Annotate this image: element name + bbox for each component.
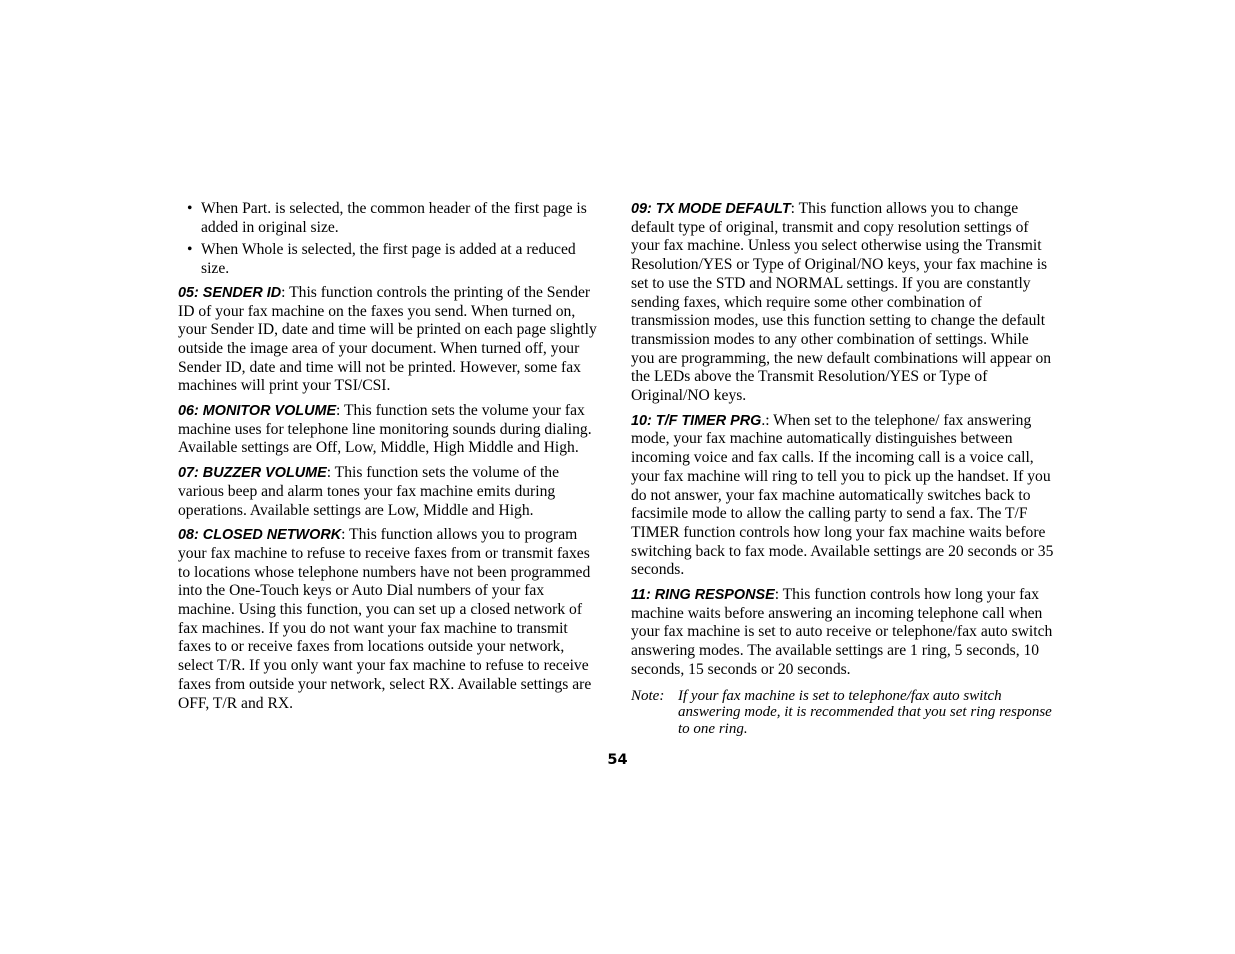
entry-sender-id	[178, 284, 602, 396]
note-label: Note:	[631, 687, 665, 704]
bullet-text: When Part. is selected, the common header of the first page is added in original size.	[201, 200, 587, 236]
bullet-icon: •	[187, 200, 193, 217]
entry-heading: 05: SENDER ID	[178, 284, 282, 301]
bullet-list	[178, 200, 602, 279]
entry-buzzer-volume	[178, 464, 602, 520]
entry-text: : This function controls how long your fax machine waits before answering an incoming telephone call when your fax machine is set to auto receive or telephone/fax auto switch answering modes. The available settings are 1 ring, 5 seconds, 10 seconds, 15 seconds or 20 seconds.	[631, 586, 1053, 678]
list-item	[178, 200, 602, 237]
entry-heading: 08: CLOSED NETWORK	[178, 527, 342, 544]
entry-text: : This function allows you to change default type of original, transmit and copy resolution settings of your fax machine. Unless you select otherwise using the Transmit Resolution/YES or Type of Original/NO keys, your fax machine is set to use the STD and NORMAL settings. If you are constantly sending faxes, which require some other combination of transmission modes, use this function setting to change the default transmission modes to any other combination of settings. While you are programming, the new default combinations will appear on the LEDs above the Transmit Resolution/YES or Type of Original/NO keys.	[631, 200, 1052, 405]
entry-tf-timer-prg	[631, 412, 1055, 580]
entry-heading: 06: MONITOR VOLUME	[178, 403, 337, 420]
list-item	[178, 241, 602, 278]
entry-heading: 10: T/F TIMER PRG	[631, 412, 762, 429]
entry-monitor-volume	[178, 402, 602, 458]
left-column	[178, 200, 602, 719]
note-text: If your fax machine is set to telephone/fax auto switch answering mode, it is recommended that you set ring response to one ring.	[678, 687, 1052, 737]
bullet-icon: •	[187, 241, 193, 259]
entry-closed-network	[178, 526, 602, 713]
note	[631, 688, 1055, 738]
entry-heading: 09: TX MODE DEFAULT	[631, 201, 791, 217]
entry-heading: 11: RING RESPONSE	[631, 587, 775, 604]
entry-text: : This function allows you to program your fax machine to refuse to receive faxes from or transmit faxes to locations whose telephone numbers have not been programmed into the One-Touch keys or Auto Dial numbers of your fax machine. Using this function, you can set up a closed network of fax machines. If you do not want your fax machine to transmit faxes to or receive faxes from locations outside your network, select T/R. If you only want your fax machine to refuse to receive faxes from outside your network, select RX. Available settings are OFF, T/R and RX.	[178, 526, 592, 712]
entry-text: : This function sets the volume your fax machine uses for telephone line monitoring sounds during dialing. Available settings are Off, Low, Middle, High Middle and High.	[178, 402, 592, 457]
right-column	[631, 200, 1055, 737]
entry-ring-response	[631, 586, 1055, 680]
entry-text: : This function sets the volume of the various beep and alarm tones your fax machine emits during operations. Available settings are Low, Middle and High.	[178, 464, 560, 519]
entry-text: .: When set to the telephone/ fax answering mode, your fax machine automatically distinguishes between incoming voice and fax calls. If the incoming call is a voice call, your fax machine will ring to tell you to pick up the handset. If you do not answer, your fax machine automatically switches back to facsimile mode to allow the calling party to send a fax. The T/F TIMER function controls how long your fax machine waits before switching back to fax mode. Available settings are 20 seconds or 35 seconds.	[631, 411, 1054, 579]
entry-text: : This function controls the printing of the Sender ID of your fax machine on the faxes you send. When turned on, your Sender ID, date and time will be printed on each page slightly outside the image area of your document. When turned off, your Sender ID, date and time will not be printed. However, some fax machines will print your TSI/CSI.	[178, 283, 597, 395]
page-number: 54	[607, 752, 628, 768]
bullet-text: When Whole is selected, the first page is added at a reduced size.	[201, 241, 576, 278]
entry-heading: 07: BUZZER VOLUME	[178, 465, 327, 482]
entry-tx-mode-default	[631, 200, 1055, 406]
